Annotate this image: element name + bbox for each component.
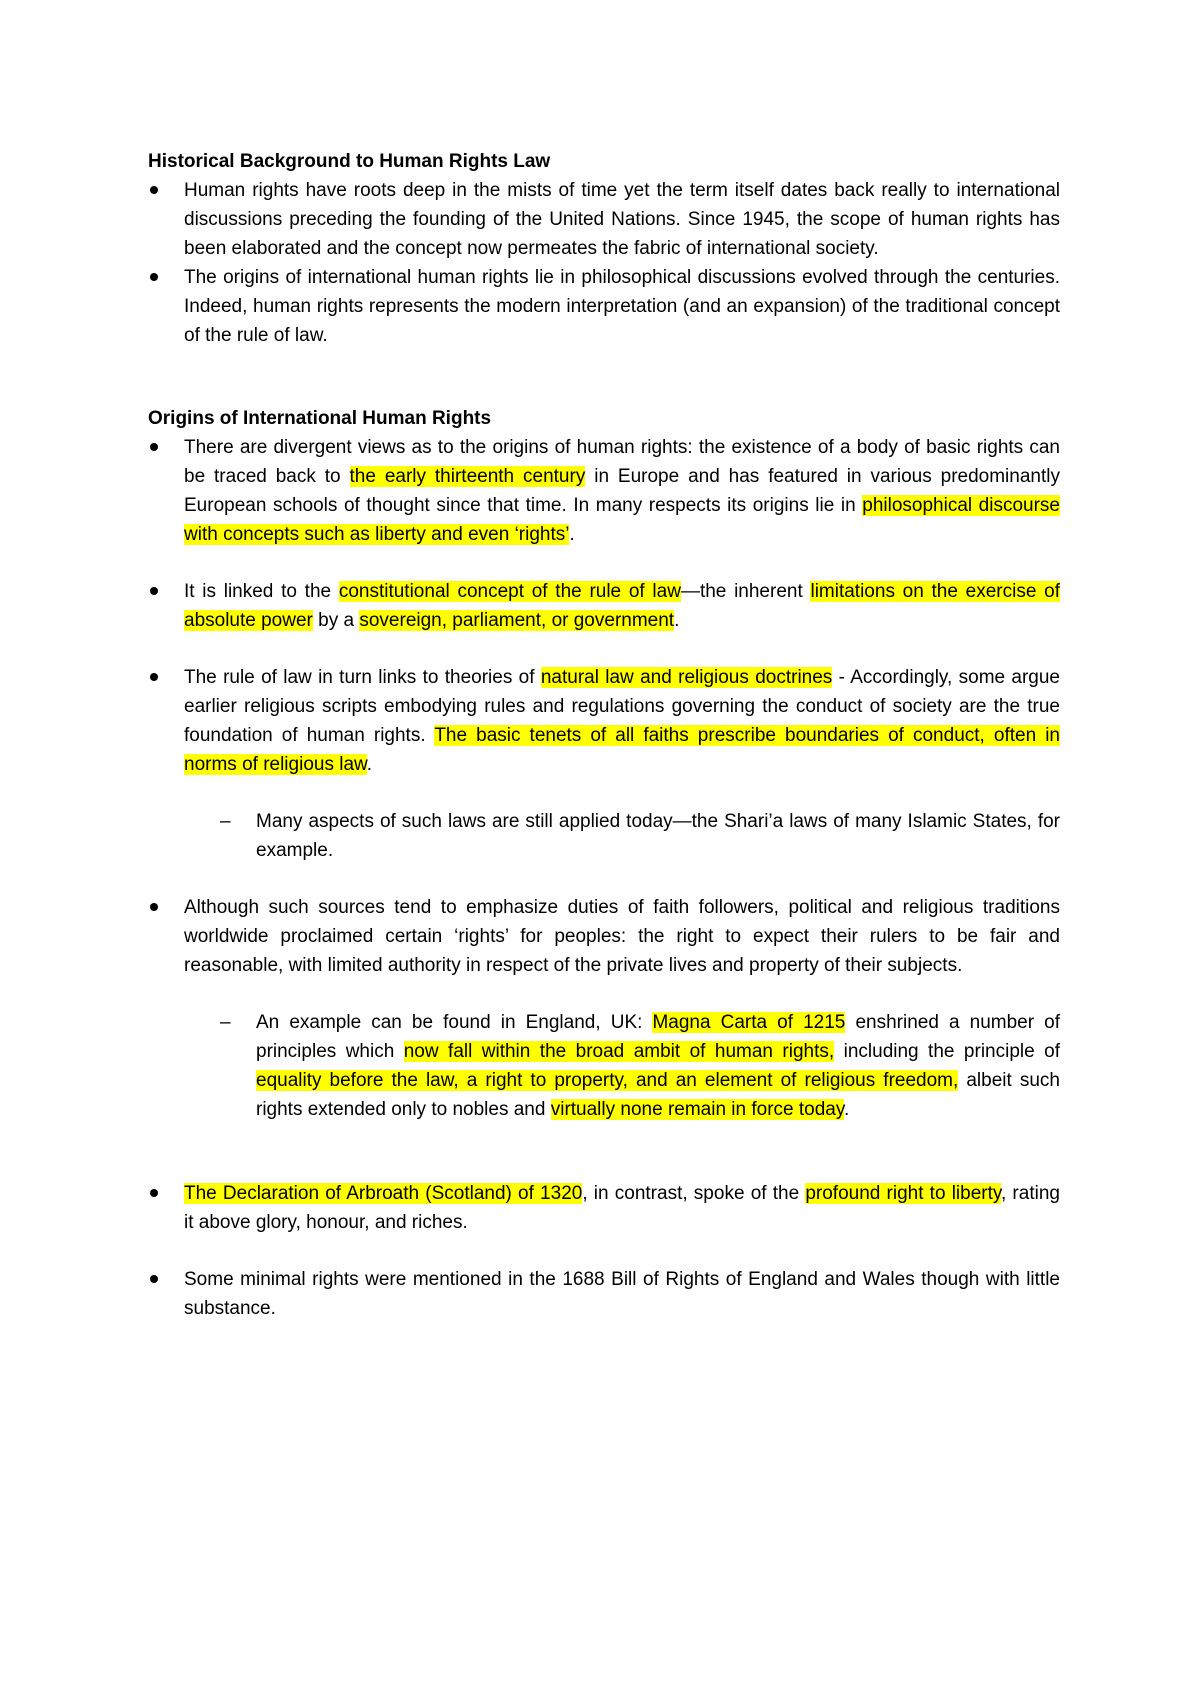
section-heading-origins: Origins of International Human Rights <box>148 408 492 429</box>
highlighted-text: limitations on the exercise of absolute power <box>184 581 1060 631</box>
highlighted-text: The basic tenets of all faiths prescribe boundaries of conduct, often in norms of religious law <box>184 725 1060 775</box>
list-item <box>148 1265 1060 1323</box>
bullet-text: Human rights have roots deep in the mists of time yet the term itself dates back really to international discussions preceding the founding of the United Nations. Since 1945, the scope of human rights has been elaborated and the concept now permeates the fabric of international society. <box>184 180 1060 259</box>
sub-item-text: . <box>843 1099 850 1120</box>
bullet-icon <box>150 587 158 595</box>
bullet-icon <box>150 443 158 451</box>
highlighted-text: sovereign, parliament, or government <box>359 610 675 631</box>
highlighted-text: virtually none remain in force today <box>550 1099 844 1120</box>
sub-item-text: albeit such rights extended only to nobles and <box>256 1070 1060 1120</box>
list-item <box>148 176 1060 263</box>
bullet-text: by a <box>312 610 360 631</box>
list-item <box>148 263 1060 350</box>
bullet-text: There are divergent views as to the origins of human rights: the existence of a body of basic rights can be traced back to <box>184 437 1060 487</box>
bullet-icon <box>150 1189 158 1197</box>
bullet-text: Although such sources tend to emphasize duties of faith followers, political and religious traditions worldwide proclaimed certain ‘rights’ for peoples: the right to expect their rulers to be fair and reasonable, with limited authority in respect of the private lives and property of their subjects. <box>184 897 1060 976</box>
bullet-text: —the inherent <box>680 581 811 602</box>
list-item <box>148 1179 1060 1237</box>
bullet-text: - Accordingly, some argue earlier religious scripts embodying rules and regulations governing the conduct of society are the true foundation of human rights. <box>184 667 1061 746</box>
list-item <box>148 663 1060 779</box>
sub-list-item <box>220 807 1060 865</box>
sub-item-text: enshrined a number of principles which <box>256 1012 1060 1062</box>
list-item <box>148 433 1060 549</box>
bullet-text: . <box>674 610 680 631</box>
bullet-text: The rule of law in turn links to theories of <box>184 667 541 688</box>
sub-item-text: Many aspects of such laws are still applied today—the Shari’a laws of many Islamic States, for example. <box>256 811 1060 861</box>
list-item <box>148 893 1060 980</box>
bullet-text: in Europe and has featured in various predominantly European schools of thought since that time. In many respects its origins lie in <box>184 466 1060 516</box>
highlighted-text: The Declaration of Arbroath (Scotland) of 1320 <box>184 1183 583 1204</box>
bullet-list-origins <box>148 433 1060 1323</box>
highlighted-text: natural law and religious doctrines <box>540 667 833 688</box>
highlighted-text: profound right to liberty <box>805 1183 1001 1204</box>
bullet-text: Some minimal rights were mentioned in the 1688 Bill of Rights of England and Wales though with little substance. <box>184 1269 1060 1319</box>
section-heading-historical-background: Historical Background to Human Rights Law <box>148 151 551 172</box>
bullet-text: It is linked to the <box>184 581 339 602</box>
bullet-icon <box>150 186 158 194</box>
bullet-icon <box>150 1275 158 1283</box>
dash-icon: – <box>220 811 231 832</box>
sub-list-item <box>220 1008 1060 1124</box>
list-item <box>148 577 1060 635</box>
highlighted-text: now fall within the broad ambit of human rights, <box>403 1041 835 1062</box>
highlighted-text: constitutional concept of the rule of law <box>338 581 681 602</box>
bullet-icon <box>150 673 158 681</box>
bullet-text: The origins of international human rights lie in philosophical discussions evolved through the centuries. Indeed, human rights represents the modern interpretation (and an expansion) of the traditional concept of the rule of law. <box>184 267 1060 346</box>
bullet-list-historical <box>148 176 1060 350</box>
bullet-text: . <box>366 754 372 775</box>
sub-item-text: An example can be found in England, UK: <box>256 1012 653 1033</box>
highlighted-text: the early thirteenth century <box>349 466 586 487</box>
sub-item-text: including the principle of <box>834 1041 1060 1062</box>
highlighted-text: Magna Carta of 1215 <box>652 1012 846 1033</box>
highlighted-text: philosophical discourse with concepts such as liberty and even ‘rights’ <box>184 495 1060 545</box>
bullet-icon <box>150 273 158 281</box>
highlighted-text: equality before the law, a right to property, and an element of religious freedom, <box>256 1070 959 1091</box>
bullet-text: . <box>569 524 575 545</box>
dash-icon: – <box>220 1012 231 1033</box>
bullet-icon <box>150 903 158 911</box>
bullet-text: , rating it above glory, honour, and riches. <box>184 1183 1060 1233</box>
bullet-text: , in contrast, spoke of the <box>582 1183 806 1204</box>
